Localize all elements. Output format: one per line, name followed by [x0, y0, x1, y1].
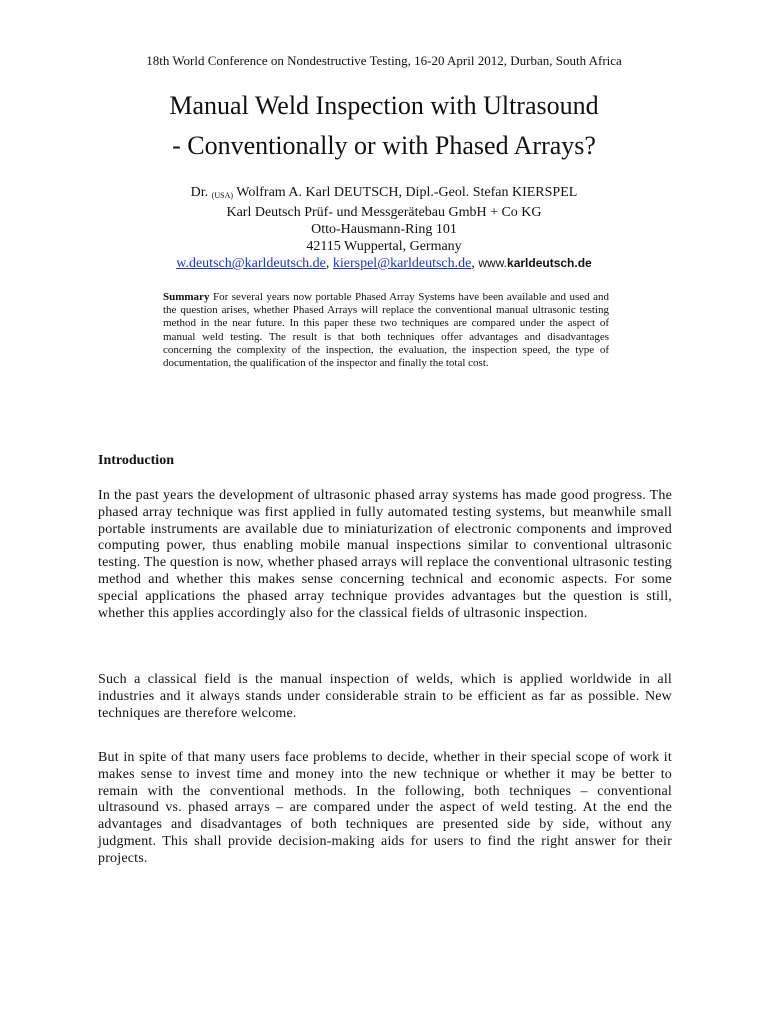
email-link-kierspel[interactable]: kierspel@karldeutsch.de — [332, 256, 472, 271]
summary-label: Summary — [163, 291, 210, 303]
author-names-line — [0, 184, 768, 204]
summary-text: For several years now portable Phased Array Systems have been available and used and the question arises, whether Phased Arrays will replace the conventional manual ultrasonic testing method in the near future. In this paper these two techniques are compared under the aspect of manual weld testing. The result is that both techniques offer advantages and disadvantages concerning the complexity of the inspection, the evaluation, the inspection speed, the type of documentation, the qualification of the inspector and finally the total cost. — [163, 291, 609, 370]
website-domain: karldeutsch.de — [507, 256, 592, 270]
intro-paragraph-3: But in spite of that many users face problems to decide, whether in their special scope of work it makes sense to invest time and money into the new technique or whether it may be better to remain with the conventional methods. In the following, both techniques – conventional ultrasound vs. phased arrays – are compared under the aspect of weld testing. At the end the advantages and disadvantages of both techniques are presented side by side, without any judgment. This shall provide decision-making aids for users to find the right answer for their projects. — [98, 750, 672, 866]
author-names: Wolfram A. Karl DEUTSCH, Dipl.-Geol. Stefan KIERSPEL — [236, 185, 578, 200]
author-usa-note: (USA) — [211, 191, 234, 200]
contact-separator: , — [471, 256, 475, 271]
author-company: Karl Deutsch Prüf- und Messgerätebau GmbH + Co KG — [226, 205, 542, 220]
contact-separator: , — [325, 256, 330, 271]
author-street: Otto-Hausmann-Ring 101 — [311, 222, 457, 237]
website-link[interactable] — [478, 256, 591, 270]
author-title: Dr. — [190, 185, 209, 200]
paper-title-line-1: Manual Weld Inspection with Ultrasound — [169, 91, 599, 120]
intro-paragraph-1: In the past years the development of ultrasonic phased array systems has made good progress. The phased array technique was first applied in fully automated testing systems, but meanwhile small portable instruments are available due to miniaturization of electronic components and improved computing power, thus enabling mobile manual inspections similar to conventional ultrasonic testing. The question is now, whether phased arrays will replace the conventional ultrasonic testing method and whether this makes sense concerning technical and economic aspects. For some special applications the phased array technique provides advantages but the question is still, whether this applies accordingly also for the classical fields of ultrasonic inspection. — [98, 488, 672, 621]
website-prefix: www. — [478, 256, 508, 270]
intro-paragraph-2: Such a classical field is the manual inspection of welds, which is applied worldwide in all industries and it always stands under considerable strain to be efficient as far as possible. New techniques are therefore welcome. — [98, 672, 672, 721]
email-link-deutsch[interactable]: w.deutsch@karldeutsch.de — [176, 256, 326, 271]
conference-header: 18th World Conference on Nondestructive Testing, 16-20 April 2012, Durban, South Africa — [146, 53, 622, 68]
author-block — [0, 184, 768, 272]
author-contacts-line — [0, 255, 768, 272]
paper-title-line-2: - Conventionally or with Phased Arrays? — [172, 131, 596, 160]
summary-block — [163, 291, 609, 370]
introduction-heading: Introduction — [98, 453, 174, 468]
author-city: 42115 Wuppertal, Germany — [306, 239, 462, 254]
